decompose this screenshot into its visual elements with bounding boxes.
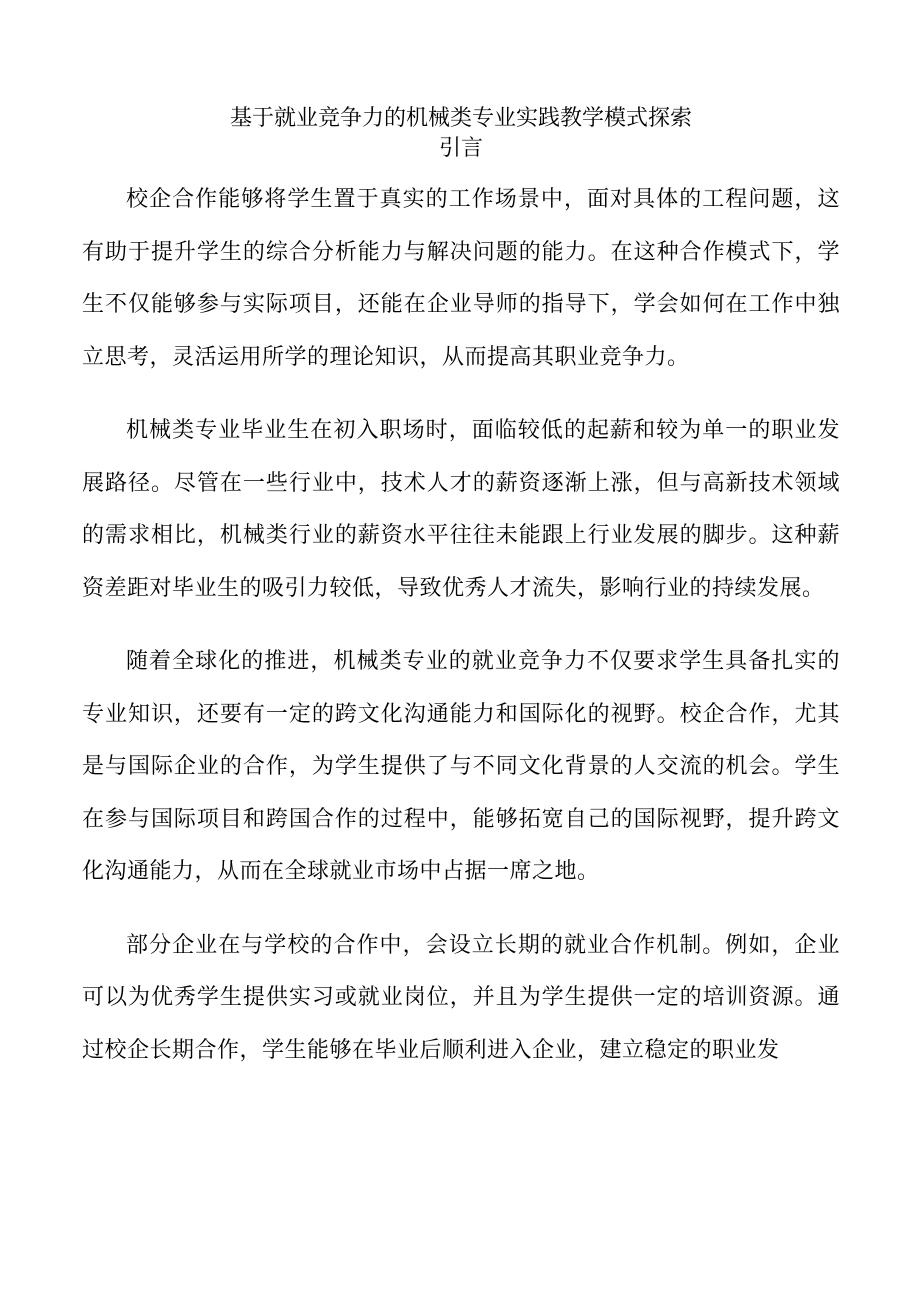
- paragraph-2: 机械类专业毕业生在初入职场时，面临较低的起薪和较为单一的职业发展路径。尽管在一些行业中，技术人才的薪资逐渐上涨，但与高新技术领域的需求相比，机械类行业的薪资水平往往未能跟上行业发展的脚步。这种薪资差距对毕业生的吸引力较低，导致优秀人才流失，影响行业的持续发展。: [82, 418, 840, 601]
- section-heading: 引言: [438, 136, 483, 161]
- document-title: 基于就业竞争力的机械类专业实践教学模式探索: [229, 106, 692, 131]
- paragraph-1: 校企合作能够将学生置于真实的工作场景中，面对具体的工程问题，这有助于提升学生的综合分析能力与解决问题的能力。在这种合作模式下，学生不仅能够参与实际项目，还能在企业导师的指导下，学会如何在工作中独立思考，灵活运用所学的理论知识，从而提高其职业竞争力。: [82, 187, 840, 370]
- paragraph-4: 部分企业在与学校的合作中，会设立长期的就业合作机制。例如，企业可以为优秀学生提供实习或就业岗位，并且为学生提供一定的培训资源。通过校企长期合作，学生能够在毕业后顺利进入企业，建立稳定的职业发: [82, 932, 840, 1063]
- paragraph-3: 随着全球化的推进，机械类专业的就业竞争力不仅要求学生具备扎实的专业知识，还要有一定的跨文化沟通能力和国际化的视野。校企合作，尤其是与国际企业的合作，为学生提供了与不同文化背景的人交流的机会。学生在参与国际项目和跨国合作的过程中，能够拓宽自己的国际视野，提升跨文化沟通能力，从而在全球就业市场中占据一席之地。: [82, 649, 840, 884]
